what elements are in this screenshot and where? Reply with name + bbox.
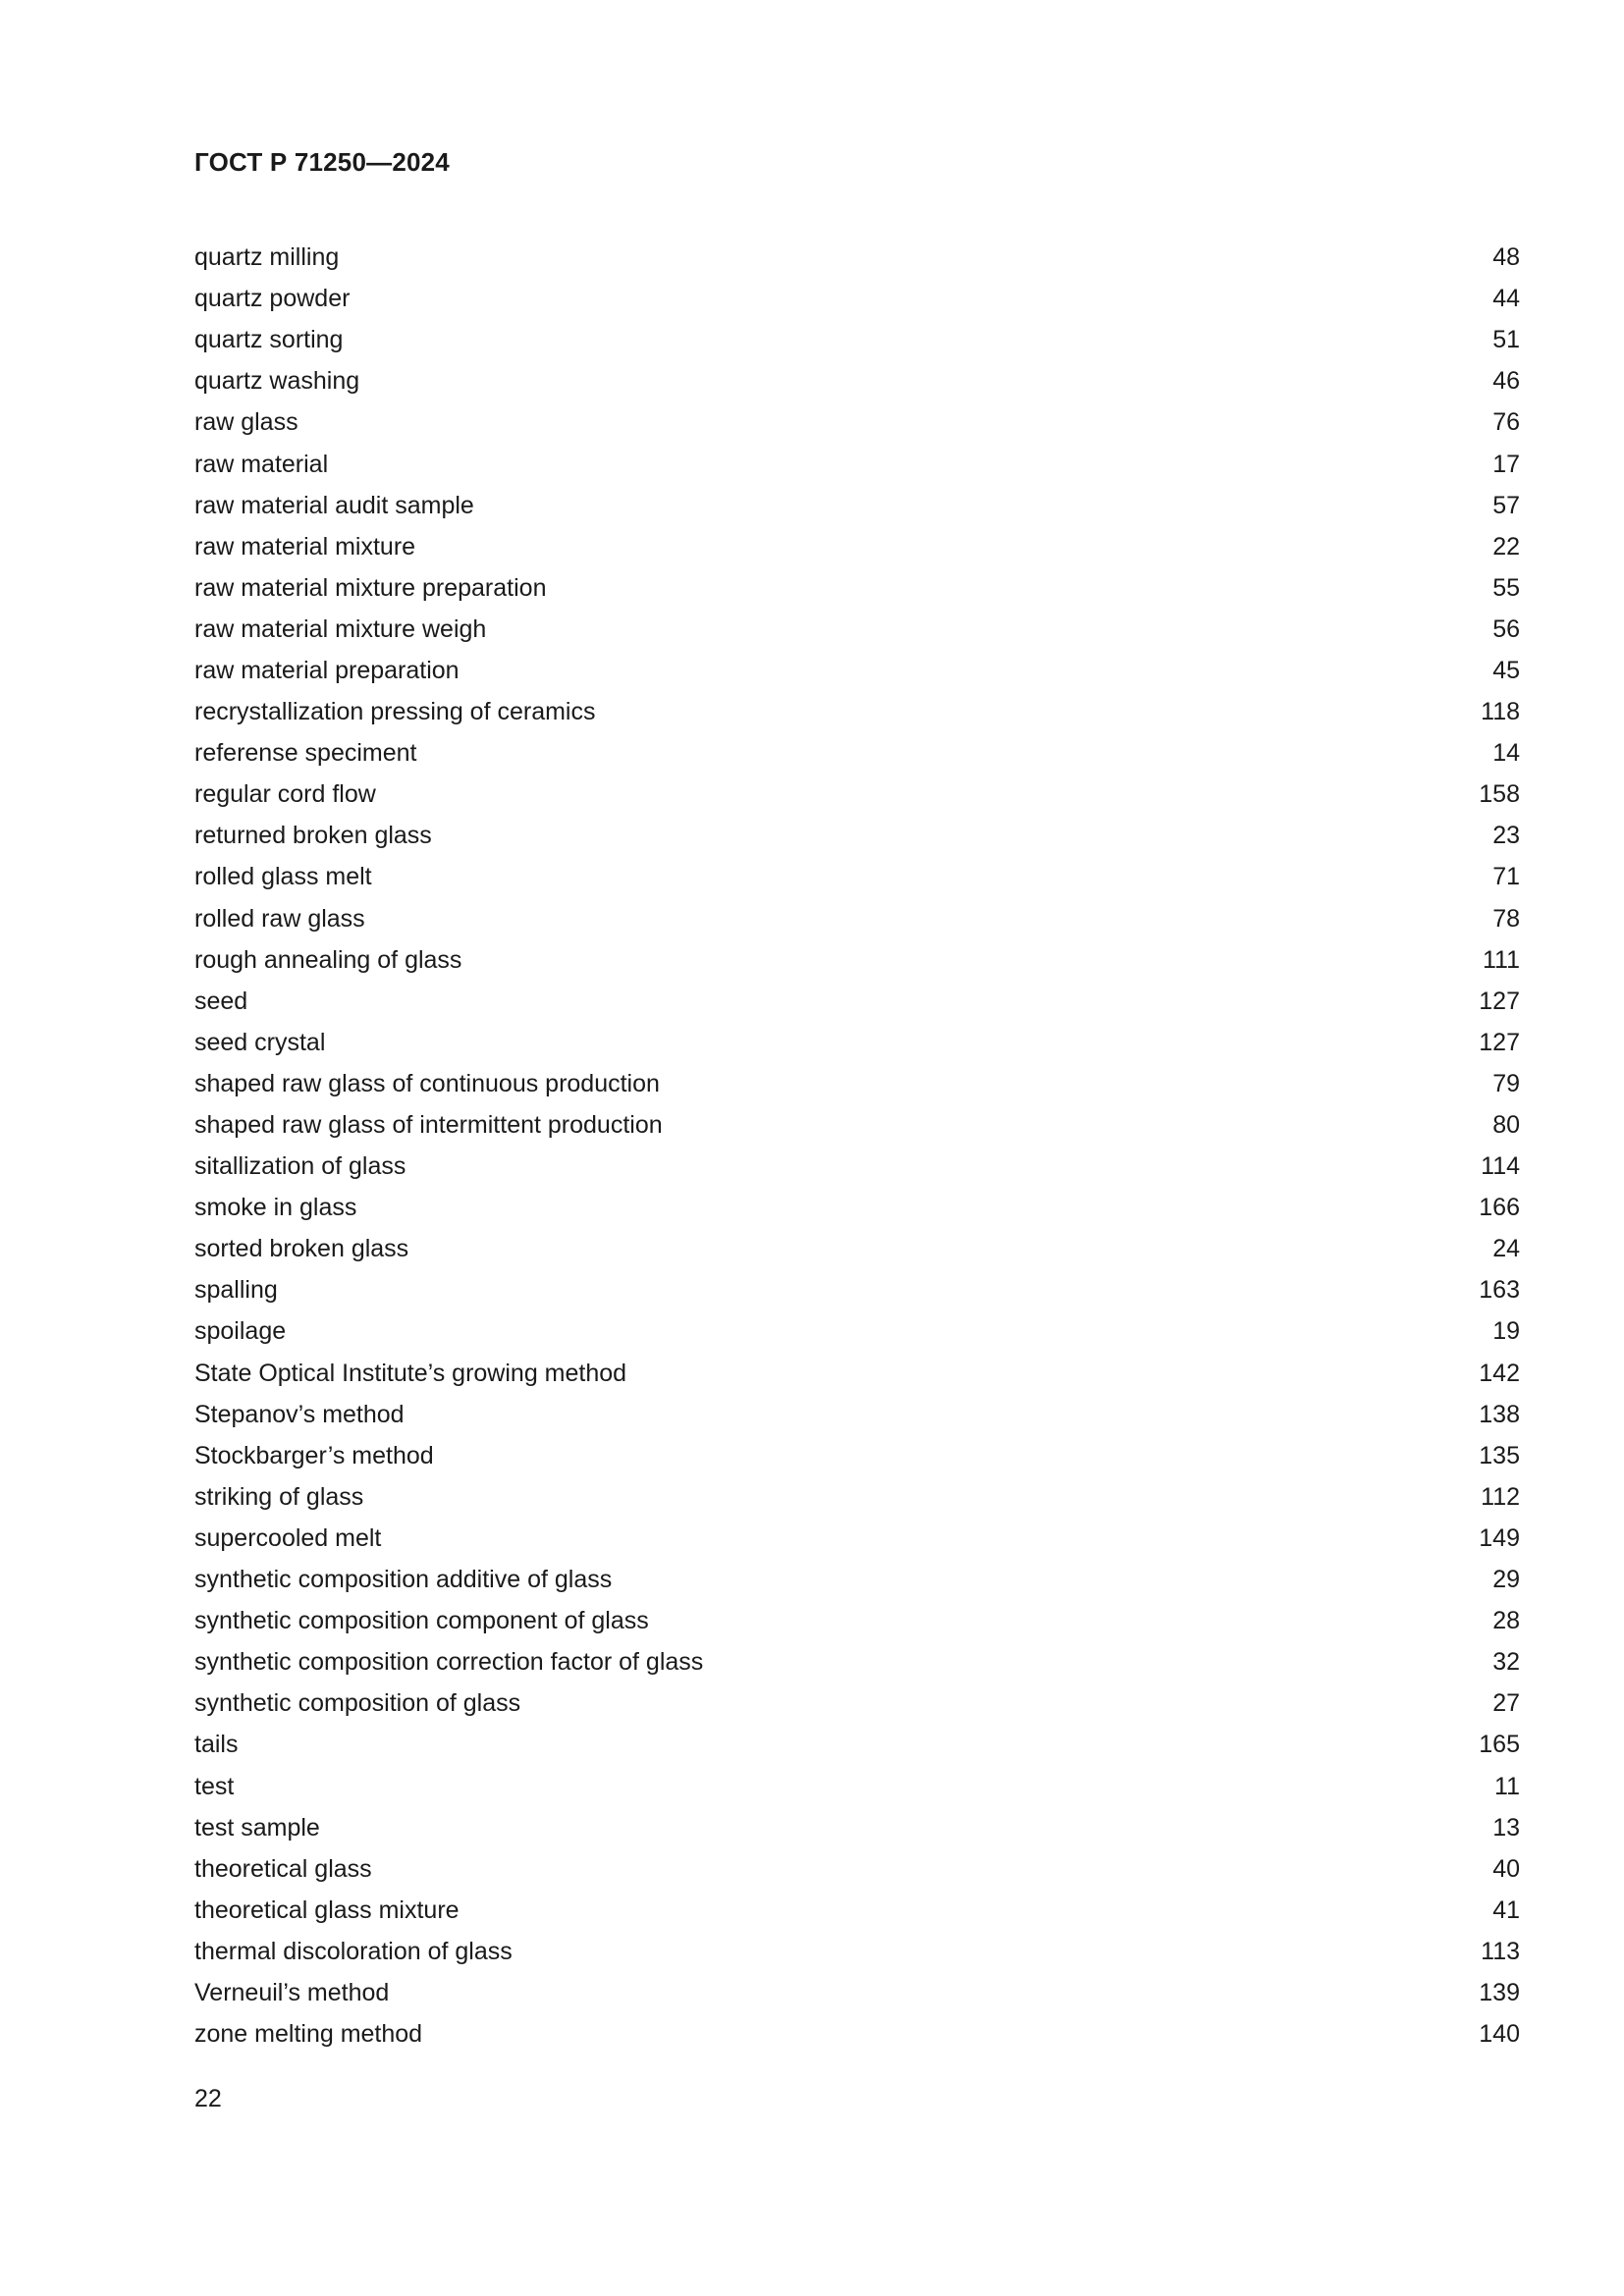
index-term: seed crystal bbox=[194, 1028, 326, 1056]
index-entry bbox=[194, 1063, 1520, 1104]
index-term: supercooled melt bbox=[194, 1523, 382, 1552]
index-term: rolled glass melt bbox=[194, 863, 372, 891]
index-entry bbox=[194, 732, 1520, 774]
index-term: raw material bbox=[194, 450, 329, 478]
index-term: quartz sorting bbox=[194, 326, 344, 354]
index-entry bbox=[194, 650, 1520, 691]
index-term: smoke in glass bbox=[194, 1194, 357, 1222]
index-term-number: 158 bbox=[1479, 780, 1520, 809]
index-entry bbox=[194, 1269, 1520, 1310]
index-term: raw material mixture bbox=[194, 532, 416, 561]
document-header: ГОСТ Р 71250—2024 bbox=[194, 147, 450, 177]
index-term-number: 79 bbox=[1492, 1069, 1520, 1097]
index-term: Verneuil’s method bbox=[194, 1978, 390, 2006]
index-term: theoretical glass bbox=[194, 1854, 372, 1883]
index-term: synthetic composition component of glass bbox=[194, 1607, 649, 1635]
index-entry bbox=[194, 1435, 1520, 1476]
index-entry bbox=[194, 1022, 1520, 1063]
index-entry bbox=[194, 856, 1520, 897]
index-entry bbox=[194, 1559, 1520, 1600]
index-entry bbox=[194, 898, 1520, 939]
index-term: State Optical Institute’s growing method bbox=[194, 1359, 627, 1387]
index-term: rolled raw glass bbox=[194, 904, 365, 933]
index-term: rough annealing of glass bbox=[194, 945, 462, 974]
index-term: theoretical glass mixture bbox=[194, 1896, 460, 1924]
index-entry bbox=[194, 1353, 1520, 1394]
index-term-number: 139 bbox=[1479, 1978, 1520, 2006]
index-entry bbox=[194, 485, 1520, 526]
index-term: spalling bbox=[194, 1276, 278, 1305]
index-term-number: 46 bbox=[1492, 367, 1520, 396]
index-entry bbox=[194, 1394, 1520, 1435]
index-term: synthetic composition additive of glass bbox=[194, 1566, 613, 1594]
index-term: Stockbarger’s method bbox=[194, 1441, 434, 1469]
index-term: Stepanov’s method bbox=[194, 1400, 405, 1428]
index-term-number: 28 bbox=[1492, 1607, 1520, 1635]
index-term-number: 44 bbox=[1492, 285, 1520, 313]
index-term-number: 71 bbox=[1492, 863, 1520, 891]
index-term-number: 127 bbox=[1479, 987, 1520, 1015]
index-term: synthetic composition of glass bbox=[194, 1689, 521, 1718]
alphabetical-index bbox=[194, 237, 1520, 2055]
index-term-number: 138 bbox=[1479, 1400, 1520, 1428]
index-term: synthetic composition correction factor of glass bbox=[194, 1648, 704, 1677]
index-term: shaped raw glass of intermittent production bbox=[194, 1111, 663, 1140]
index-term-number: 76 bbox=[1492, 408, 1520, 437]
index-entry bbox=[194, 1518, 1520, 1559]
index-term: quartz milling bbox=[194, 243, 340, 272]
index-term-number: 111 bbox=[1482, 945, 1520, 974]
index-entry bbox=[194, 1146, 1520, 1187]
index-term-number: 13 bbox=[1492, 1813, 1520, 1842]
index-term-number: 118 bbox=[1481, 698, 1520, 726]
index-entry bbox=[194, 1104, 1520, 1146]
index-term-number: 80 bbox=[1492, 1111, 1520, 1140]
index-entry bbox=[194, 1724, 1520, 1765]
index-term: seed bbox=[194, 987, 248, 1015]
index-term-number: 56 bbox=[1492, 614, 1520, 643]
index-term-number: 14 bbox=[1492, 739, 1520, 768]
index-term-number: 19 bbox=[1492, 1317, 1520, 1346]
index-term-number: 32 bbox=[1492, 1648, 1520, 1677]
index-term-number: 41 bbox=[1492, 1896, 1520, 1924]
index-term-number: 57 bbox=[1492, 491, 1520, 519]
index-entry bbox=[194, 609, 1520, 650]
index-entry bbox=[194, 1972, 1520, 2013]
index-term: tails bbox=[194, 1731, 239, 1759]
index-term-number: 163 bbox=[1479, 1276, 1520, 1305]
index-entry bbox=[194, 1931, 1520, 1972]
index-term-number: 55 bbox=[1492, 573, 1520, 602]
index-entry bbox=[194, 278, 1520, 319]
index-entry bbox=[194, 360, 1520, 401]
index-entry bbox=[194, 526, 1520, 567]
index-term: quartz powder bbox=[194, 285, 351, 313]
index-entry bbox=[194, 1228, 1520, 1269]
index-term: spoilage bbox=[194, 1317, 287, 1346]
index-term: returned broken glass bbox=[194, 822, 432, 850]
index-term-number: 51 bbox=[1492, 326, 1520, 354]
index-term-number: 142 bbox=[1479, 1359, 1520, 1387]
index-entry bbox=[194, 567, 1520, 609]
index-term: striking of glass bbox=[194, 1482, 364, 1511]
index-term-number: 140 bbox=[1479, 2020, 1520, 2049]
index-term: raw material preparation bbox=[194, 656, 460, 684]
page-number: 22 bbox=[194, 2085, 222, 2112]
index-term-number: 17 bbox=[1492, 450, 1520, 478]
index-term: raw material mixture weigh bbox=[194, 614, 487, 643]
index-entry bbox=[194, 981, 1520, 1022]
index-term: test sample bbox=[194, 1813, 320, 1842]
index-term-number: 22 bbox=[1492, 532, 1520, 561]
index-term-number: 78 bbox=[1492, 904, 1520, 933]
index-entry bbox=[194, 2013, 1520, 2055]
index-entry bbox=[194, 1641, 1520, 1682]
index-entry bbox=[194, 1600, 1520, 1641]
index-term-number: 166 bbox=[1479, 1194, 1520, 1222]
index-term: raw material mixture preparation bbox=[194, 573, 547, 602]
index-term: raw glass bbox=[194, 408, 298, 437]
index-term: shaped raw glass of continuous production bbox=[194, 1069, 660, 1097]
index-entry bbox=[194, 939, 1520, 981]
index-term: sorted broken glass bbox=[194, 1235, 409, 1263]
index-term-number: 29 bbox=[1492, 1566, 1520, 1594]
index-term-number: 112 bbox=[1481, 1482, 1520, 1511]
index-term-number: 23 bbox=[1492, 822, 1520, 850]
index-term-number: 40 bbox=[1492, 1854, 1520, 1883]
index-term-number: 45 bbox=[1492, 656, 1520, 684]
index-entry bbox=[194, 1890, 1520, 1931]
index-entry bbox=[194, 1187, 1520, 1228]
index-term-number: 113 bbox=[1481, 1937, 1520, 1965]
index-term-number: 149 bbox=[1479, 1523, 1520, 1552]
index-term-number: 135 bbox=[1479, 1441, 1520, 1469]
index-term: zone melting method bbox=[194, 2020, 423, 2049]
index-entry bbox=[194, 1310, 1520, 1352]
index-term: raw material audit sample bbox=[194, 491, 474, 519]
index-term-number: 165 bbox=[1479, 1731, 1520, 1759]
index-entry bbox=[194, 1765, 1520, 1806]
index-entry bbox=[194, 1682, 1520, 1724]
index-term-number: 27 bbox=[1492, 1689, 1520, 1718]
index-term-number: 48 bbox=[1492, 243, 1520, 272]
index-entry bbox=[194, 815, 1520, 856]
index-term-number: 114 bbox=[1481, 1152, 1520, 1181]
index-term-number: 127 bbox=[1479, 1028, 1520, 1056]
index-entry bbox=[194, 1848, 1520, 1890]
index-entry bbox=[194, 1807, 1520, 1848]
index-term: thermal discoloration of glass bbox=[194, 1937, 513, 1965]
index-entry bbox=[194, 691, 1520, 732]
index-entry bbox=[194, 319, 1520, 360]
index-term: test bbox=[194, 1772, 235, 1800]
index-entry bbox=[194, 401, 1520, 443]
index-term-number: 24 bbox=[1492, 1235, 1520, 1263]
index-term: quartz washing bbox=[194, 367, 360, 396]
index-entry bbox=[194, 774, 1520, 815]
index-term: sitallization of glass bbox=[194, 1152, 406, 1181]
index-term: regular cord flow bbox=[194, 780, 376, 809]
index-term: recrystallization pressing of ceramics bbox=[194, 698, 596, 726]
index-entry bbox=[194, 237, 1520, 278]
index-entry bbox=[194, 443, 1520, 484]
index-term: referense speciment bbox=[194, 739, 417, 768]
index-term-number: 11 bbox=[1494, 1772, 1520, 1800]
index-entry bbox=[194, 1476, 1520, 1518]
